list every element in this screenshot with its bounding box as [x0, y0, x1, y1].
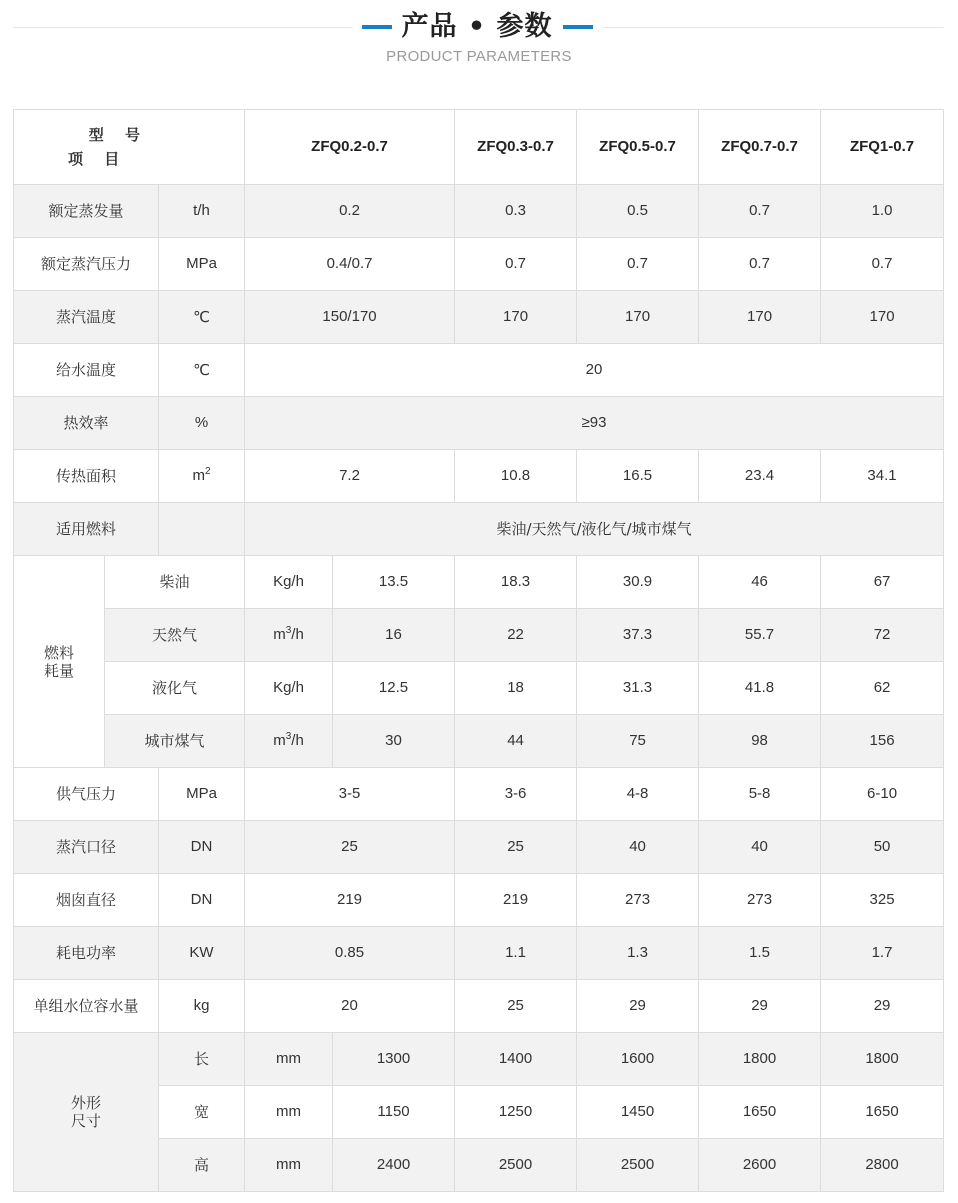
- table-corner-cell: [14, 110, 245, 185]
- row-label: 给水温度: [14, 344, 159, 397]
- table-cell: 2400: [333, 1139, 455, 1192]
- row-label: 额定蒸发量: [14, 185, 159, 238]
- unit-base: m: [192, 467, 205, 484]
- row-label: 耗电功率: [14, 927, 159, 980]
- header-divider-right: [603, 27, 943, 28]
- table-row: [14, 397, 944, 450]
- table-cell: 1.7: [821, 927, 944, 980]
- row-unit: KW: [159, 927, 245, 980]
- table-row: [14, 344, 944, 397]
- table-row: [14, 291, 944, 344]
- row-unit: [159, 503, 245, 556]
- table-row: [14, 450, 944, 503]
- table-cell: 16: [333, 609, 455, 662]
- row-unit: mm: [245, 1139, 333, 1192]
- table-cell-merged: 柴油/天然气/液化气/城市煤气: [245, 503, 944, 556]
- product-parameters-table: [13, 109, 944, 1192]
- table-row: [14, 556, 944, 609]
- row-unit: ℃: [159, 344, 245, 397]
- table-cell: 219: [455, 874, 577, 927]
- table-cell: 25: [455, 821, 577, 874]
- row-label: 烟囱直径: [14, 874, 159, 927]
- row-unit: ℃: [159, 291, 245, 344]
- table-cell: 156: [821, 715, 944, 768]
- table-cell: 1250: [455, 1086, 577, 1139]
- table-cell: 1.0: [821, 185, 944, 238]
- row-unit: [159, 450, 245, 503]
- table-cell: 1.3: [577, 927, 699, 980]
- table-cell: 16.5: [577, 450, 699, 503]
- table-cell: 4-8: [577, 768, 699, 821]
- model-header: ZFQ0.3-0.7: [455, 110, 577, 185]
- row-unit: mm: [245, 1033, 333, 1086]
- table-cell: 75: [577, 715, 699, 768]
- sub-row-label: 液化气: [105, 662, 245, 715]
- row-unit: %: [159, 397, 245, 450]
- table-cell: 1400: [455, 1033, 577, 1086]
- table-cell: 22: [455, 609, 577, 662]
- model-header: ZFQ0.5-0.7: [577, 110, 699, 185]
- table-cell: 55.7: [699, 609, 821, 662]
- row-label: 蒸汽温度: [14, 291, 159, 344]
- table-cell: 31.3: [577, 662, 699, 715]
- table-cell: 170: [577, 291, 699, 344]
- row-label: 热效率: [14, 397, 159, 450]
- table-row: [14, 662, 944, 715]
- table-cell: 3-6: [455, 768, 577, 821]
- header-accent-right: [563, 25, 593, 29]
- row-unit: DN: [159, 821, 245, 874]
- table-cell: 18: [455, 662, 577, 715]
- table-cell: 150/170: [245, 291, 455, 344]
- row-unit: t/h: [159, 185, 245, 238]
- sub-row-label: 天然气: [105, 609, 245, 662]
- row-label: 传热面积: [14, 450, 159, 503]
- table-cell: 13.5: [333, 556, 455, 609]
- table-cell: 1800: [699, 1033, 821, 1086]
- table-cell: 2500: [455, 1139, 577, 1192]
- table-cell: 170: [699, 291, 821, 344]
- table-cell: 219: [245, 874, 455, 927]
- table-row: [14, 768, 944, 821]
- table-cell: 7.2: [245, 450, 455, 503]
- sub-row-label: 柴油: [105, 556, 245, 609]
- table-row: [14, 1033, 944, 1086]
- table-cell: 1650: [699, 1086, 821, 1139]
- table-cell: 1150: [333, 1086, 455, 1139]
- table-cell: 62: [821, 662, 944, 715]
- table-cell-merged: 20: [245, 344, 944, 397]
- table-cell: 1600: [577, 1033, 699, 1086]
- table-cell: 50: [821, 821, 944, 874]
- row-unit: MPa: [159, 238, 245, 291]
- table-cell: 25: [455, 980, 577, 1033]
- table-cell: 30: [333, 715, 455, 768]
- sub-row-label: 高: [159, 1139, 245, 1192]
- corner-item-label: 项 目: [68, 150, 128, 168]
- table-cell: 34.1: [821, 450, 944, 503]
- table-row: [14, 927, 944, 980]
- model-header: ZFQ0.7-0.7: [699, 110, 821, 185]
- table-row: [14, 980, 944, 1033]
- table-row: [14, 821, 944, 874]
- table-row: [14, 238, 944, 291]
- table-cell: 44: [455, 715, 577, 768]
- table-cell: 170: [455, 291, 577, 344]
- table-cell: 0.7: [699, 238, 821, 291]
- table-cell: 170: [821, 291, 944, 344]
- table-cell-merged: ≥93: [245, 397, 944, 450]
- row-unit: MPa: [159, 768, 245, 821]
- table-cell: 29: [577, 980, 699, 1033]
- table-cell: 1.5: [699, 927, 821, 980]
- table-cell: 25: [245, 821, 455, 874]
- table-cell: 2800: [821, 1139, 944, 1192]
- row-unit: mm: [245, 1086, 333, 1139]
- table-cell: 0.2: [245, 185, 455, 238]
- table-cell: 30.9: [577, 556, 699, 609]
- section-subtitle: PRODUCT PARAMETERS: [386, 48, 572, 65]
- row-label: 蒸汽口径: [14, 821, 159, 874]
- table-cell: 46: [699, 556, 821, 609]
- table-cell: 40: [699, 821, 821, 874]
- table-cell: 72: [821, 609, 944, 662]
- table-cell: 2500: [577, 1139, 699, 1192]
- table-cell: 1450: [577, 1086, 699, 1139]
- group-label-fuel-consumption: 燃料 耗量: [14, 556, 105, 768]
- table-cell: 37.3: [577, 609, 699, 662]
- table-cell: 3-5: [245, 768, 455, 821]
- unit-superscript: 2: [204, 466, 211, 477]
- row-label: 额定蒸汽压力: [14, 238, 159, 291]
- table-cell: 10.8: [455, 450, 577, 503]
- table-cell: 273: [577, 874, 699, 927]
- table-cell: 0.5: [577, 185, 699, 238]
- table-cell: 1300: [333, 1033, 455, 1086]
- table-cell: 12.5: [333, 662, 455, 715]
- table-cell: 6-10: [821, 768, 944, 821]
- row-label: 单组水位容水量: [14, 980, 159, 1033]
- table-cell: 0.7: [455, 238, 577, 291]
- header-divider-left: [13, 27, 353, 28]
- sub-row-label: 城市煤气: [105, 715, 245, 768]
- table-cell: 5-8: [699, 768, 821, 821]
- model-header: ZFQ1-0.7: [821, 110, 944, 185]
- table-cell: 29: [821, 980, 944, 1033]
- table-cell: 1.1: [455, 927, 577, 980]
- table-cell: 0.3: [455, 185, 577, 238]
- table-header-row: [14, 110, 944, 185]
- row-label: 适用燃料: [14, 503, 159, 556]
- table-cell: 29: [699, 980, 821, 1033]
- row-label: 供气压力: [14, 768, 159, 821]
- table-row: [14, 503, 944, 556]
- table-row: [14, 874, 944, 927]
- table-cell: 40: [577, 821, 699, 874]
- table-cell: 2600: [699, 1139, 821, 1192]
- table-row: [14, 609, 944, 662]
- section-title: 产品 • 参数: [401, 11, 553, 42]
- table-cell: 0.85: [245, 927, 455, 980]
- sub-row-label: 长: [159, 1033, 245, 1086]
- table-cell: 67: [821, 556, 944, 609]
- table-cell: 325: [821, 874, 944, 927]
- row-unit: Kg/h: [245, 556, 333, 609]
- table-cell: 41.8: [699, 662, 821, 715]
- table-cell: 273: [699, 874, 821, 927]
- table-cell: 0.7: [821, 238, 944, 291]
- row-unit: Kg/h: [245, 662, 333, 715]
- table-cell: 0.7: [699, 185, 821, 238]
- group-label-dimensions: 外形 尺寸: [14, 1033, 159, 1192]
- table-cell: 98: [699, 715, 821, 768]
- table-row: [14, 715, 944, 768]
- table-cell: 0.7: [577, 238, 699, 291]
- table-cell: 1650: [821, 1086, 944, 1139]
- section-header: [0, 0, 958, 80]
- model-header: ZFQ0.2-0.7: [245, 110, 455, 185]
- table-cell: 0.4/0.7: [245, 238, 455, 291]
- corner-model-label: 型 号: [88, 126, 149, 144]
- table-cell: 23.4: [699, 450, 821, 503]
- row-unit: $m^3/h$: [245, 609, 333, 662]
- sub-row-label: 宽: [159, 1086, 245, 1139]
- table-cell: 18.3: [455, 556, 577, 609]
- header-accent-left: [362, 25, 392, 29]
- row-unit: kg: [159, 980, 245, 1033]
- table-row: [14, 185, 944, 238]
- row-unit: $m^3/h$: [245, 715, 333, 768]
- table-cell: 20: [245, 980, 455, 1033]
- row-unit: DN: [159, 874, 245, 927]
- table-cell: 1800: [821, 1033, 944, 1086]
